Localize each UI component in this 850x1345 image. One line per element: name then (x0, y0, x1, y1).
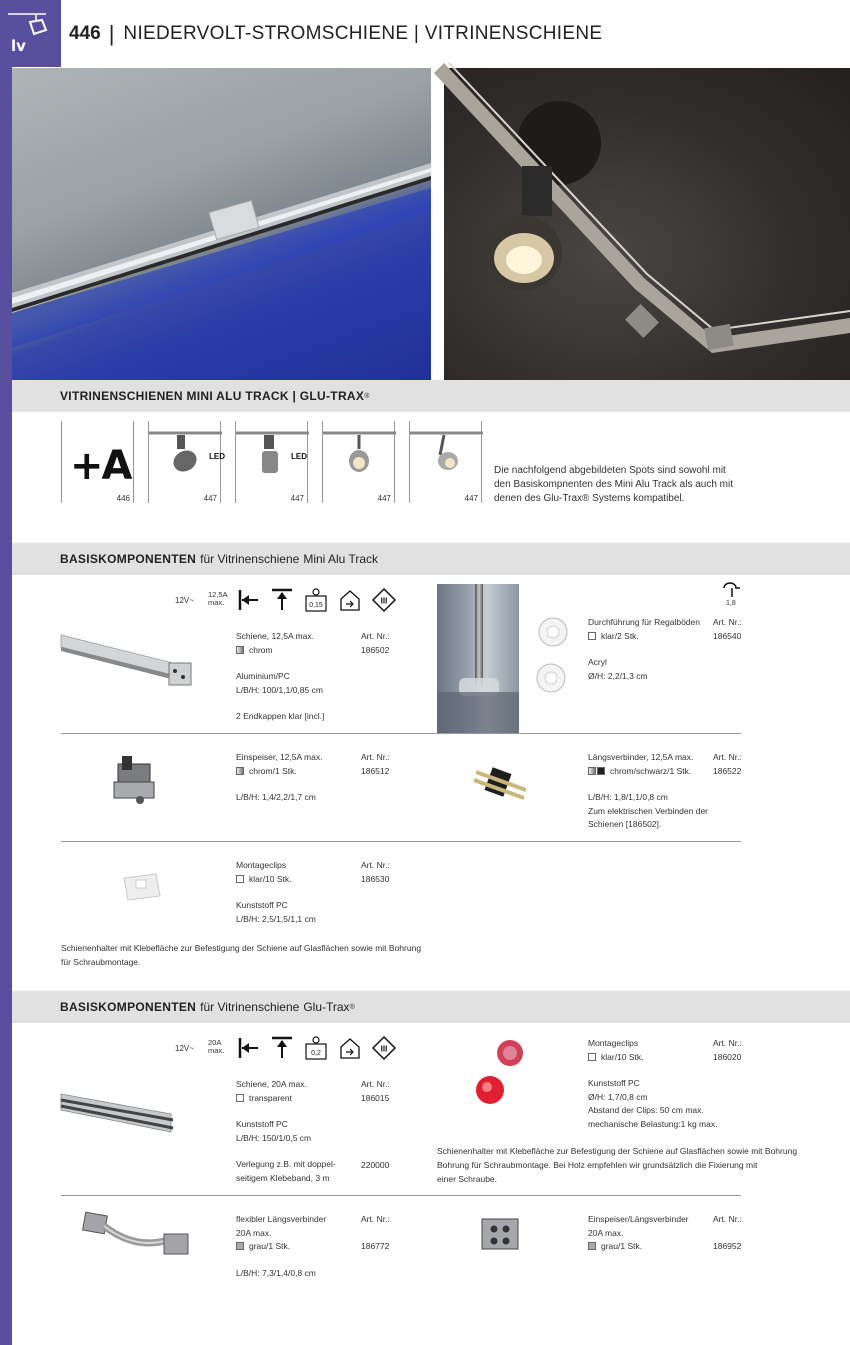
sidebar-stripe (0, 0, 12, 1345)
grey-swatch (236, 1242, 244, 1250)
end-feed-icon (236, 1036, 260, 1060)
connector-spec (588, 751, 718, 832)
clear-swatch (588, 632, 596, 640)
product-name: flexibler Längsverbinder (236, 1214, 327, 1224)
glu-rail-artnr (361, 1078, 390, 1105)
photo-mini-alu-track (12, 68, 431, 380)
artnr-value: 186530 (361, 873, 390, 884)
product-note: Zum elektrischen Verbinden der (588, 805, 709, 816)
svg-text:III: III (380, 1044, 388, 1054)
section2-title-thin: für Vitrinenschiene (200, 552, 300, 566)
page-number: 446 (69, 22, 101, 44)
registered-mark: ® (349, 1003, 355, 1011)
feed-in-artnr (361, 751, 390, 778)
product-color: klar/2 Stk. (601, 630, 639, 641)
product-name: Durchführung für Regalböden (588, 617, 700, 627)
amperage-label (208, 591, 228, 607)
product-name: Montageclips (236, 860, 287, 870)
product-color: grau/1 Stk. (249, 1241, 291, 1251)
divider (61, 841, 741, 842)
registered-mark: ® (364, 392, 370, 400)
thumb-page: 447 (203, 494, 217, 503)
amperage-unit: max. (208, 598, 225, 607)
artnr-label: Art. Nr.: (713, 1214, 742, 1224)
product-note: Abstand der Clips: 50 cm max. (588, 1105, 704, 1115)
product-extra: 2 Endkappen klar [incl.] (236, 711, 325, 721)
product-dims: Ø/H: 1,7/0,8 cm (588, 1091, 648, 1102)
feedthrough-spec (588, 616, 718, 683)
indoor-use-icon (338, 588, 362, 612)
header-separator: | (108, 20, 115, 46)
intro-line: denen des Glu-Trax® Systems kompatibel. (494, 493, 685, 504)
product-material: Aluminium/PC (236, 671, 290, 681)
thumb-page: 447 (377, 494, 391, 503)
glu-clip-artnr (713, 1037, 742, 1064)
shelf-thickness-value: 1,8 (726, 600, 736, 607)
glu-clip-note (437, 1144, 798, 1186)
protection-class-3-icon (372, 588, 396, 612)
artnr-value: 186522 (713, 765, 742, 776)
svg-text:0,15: 0,15 (309, 602, 323, 609)
section3-title-end: Glu-Trax (303, 1000, 350, 1014)
product-name: Längsverbinder, 12,5A max. (588, 752, 694, 762)
feed-in-product-image (110, 752, 160, 812)
intro-line: den Basiskompnenten des Mini Alu Track als auch mit (494, 479, 734, 490)
artnr-value: 186952 (713, 1241, 742, 1251)
thumb-accessories[interactable] (61, 421, 134, 503)
ceiling-mount-icon (270, 1036, 294, 1060)
section1-title: VITRINENSCHIENEN MINI ALU TRACK | GLU-TRAX (60, 389, 365, 403)
end-feed-icon (236, 588, 260, 612)
flex-connector-artnr (361, 1213, 390, 1254)
thumb-page: 446 (116, 494, 130, 503)
product-material: Kunststoff PC (588, 1078, 640, 1088)
artnr-label: Art. Nr.: (361, 631, 390, 641)
product-dims: L/B/H: 100/1,1/0,85 cm (236, 684, 323, 695)
product-name: Einspeiser/Längsverbinder (588, 1214, 689, 1224)
intro-line: Die nachfolgend abgebildeten Spots sind sowohl mit (494, 465, 726, 476)
thumb-page: 447 (290, 494, 304, 503)
product-note: Schienen [186502]. (588, 819, 662, 829)
connector-artnr (713, 751, 742, 778)
clear-swatch (236, 875, 244, 883)
product-dims: L/B/H: 150/1/0,5 cm (236, 1132, 312, 1143)
note-line: Schienenhalter mit Klebefläche zur Befestigung der Schiene auf Glasflächen sowie mit Bohrung (61, 943, 422, 953)
product-color: klar/10 Stk. (249, 873, 292, 884)
protection-class-3-icon (372, 1036, 396, 1060)
section-title-glu-trax (12, 991, 850, 1023)
grey-swatch (588, 1242, 596, 1250)
artnr-value: 186540 (713, 630, 742, 641)
artnr-value: 186502 (361, 644, 390, 655)
product-rating: 20A max. (236, 1227, 272, 1238)
product-extra: Verlegung z.B. mit doppel- (236, 1159, 336, 1169)
divider (61, 1195, 741, 1196)
weight-icon (304, 1035, 328, 1061)
artnr-label: Art. Nr.: (361, 1079, 390, 1089)
amperage-unit: max. (208, 1046, 225, 1055)
product-color: chrom/1 Stk. (249, 765, 297, 776)
svg-text:0,2: 0,2 (311, 1050, 321, 1057)
note-line: für Schraubmontage. (61, 957, 141, 967)
ceiling-mount-icon (270, 588, 294, 612)
product-dims: L/B/H: 1,8/1,1/0,8 cm (588, 792, 668, 802)
section3-title-bold: BASISKOMPONENTEN (60, 1000, 197, 1014)
product-material: Kunststoff PC (236, 900, 288, 910)
product-color: transparent (249, 1092, 292, 1103)
product-material: Kunststoff PC (236, 1119, 288, 1129)
product-name: Schiene, 20A max. (236, 1079, 307, 1089)
spot-lamp-icon (323, 421, 396, 481)
artnr-label: Art. Nr.: (713, 617, 742, 627)
plus-a-label: +A (70, 443, 131, 489)
intro-text (494, 464, 744, 506)
product-dims: L/B/H: 1,4/2,2/1,7 cm (236, 792, 316, 802)
note-line: Schienenhalter mit Klebefläche zur Befestigung der Schiene auf Glasflächen sowie mit Bohrung (437, 1146, 798, 1156)
shelf-feedthrough-photo (437, 584, 519, 733)
artnr-value: 186020 (713, 1051, 742, 1062)
spot-lamp-icon (149, 421, 225, 481)
chrome-swatch (588, 767, 596, 775)
spot-lamp-icon (410, 421, 483, 481)
artnr-label: Art. Nr.: (713, 1038, 742, 1048)
thumb-spot-2[interactable] (235, 421, 308, 503)
note-line: einer Schraube. (437, 1174, 498, 1184)
product-name: Einspeiser, 12,5A max. (236, 752, 323, 762)
clear-swatch (236, 1094, 244, 1102)
product-extra: seitigem Klebeband, 3 m (236, 1172, 330, 1183)
artnr-label: Art. Nr.: (361, 1214, 390, 1224)
product-name: Schiene, 12,5A max. (236, 631, 314, 641)
chrome-swatch (236, 646, 244, 654)
chrome-swatch (236, 767, 244, 775)
product-dims: L/B/H: 2,5/1,5/1,1 cm (236, 913, 316, 924)
product-color: chrom (249, 644, 273, 655)
shelf-thickness-icon (720, 582, 742, 598)
svg-text:LED: LED (291, 452, 307, 461)
black-swatch (597, 767, 605, 775)
tape-artnr: 220000 (361, 1160, 390, 1170)
section2-title-bold: BASISKOMPONENTEN (60, 552, 197, 566)
product-name: Montageclips (588, 1038, 639, 1048)
indoor-use-icon (338, 1036, 362, 1060)
amperage-value: 20A (208, 1038, 222, 1047)
product-rating: 20A max. (588, 1227, 624, 1238)
weight-icon (304, 587, 328, 613)
voltage-label: 12V~ (175, 1044, 194, 1053)
spec-icons (236, 1035, 396, 1061)
mounting-clip-image (118, 870, 164, 906)
glu-trax-clip-image (470, 1035, 530, 1115)
feedthrough-artnr (713, 616, 742, 643)
artnr-value: 186772 (361, 1241, 390, 1251)
thumb-spot-3[interactable] (322, 421, 395, 503)
amperage-value: 12,5A (208, 590, 228, 599)
section2-title-end: Mini Alu Track (303, 552, 379, 566)
divider (61, 733, 741, 734)
artnr-label: Art. Nr.: (361, 860, 390, 870)
spec-icons (236, 587, 396, 613)
product-color: grau/1 Stk. (601, 1241, 643, 1251)
product-dims: L/B/H: 7,3/1,4/0,8 cm (236, 1267, 316, 1278)
svg-text:LED: LED (209, 452, 225, 461)
clip-note (61, 941, 461, 969)
feed-connector-spec (588, 1213, 718, 1254)
product-color: klar/10 Stk. (601, 1051, 644, 1062)
logo-label: lv (11, 37, 26, 55)
artnr-label: Art. Nr.: (361, 752, 390, 762)
spot-lamp-icon (236, 421, 309, 481)
glu-clip-spec (588, 1037, 718, 1131)
product-color: chrom/schwarz/1 Stk. (610, 765, 692, 776)
feed-connector-image (476, 1213, 526, 1259)
artnr-value: 186512 (361, 765, 390, 776)
clip-artnr (361, 859, 390, 886)
thumb-spot-4[interactable] (409, 421, 482, 503)
rail-artnr (361, 630, 390, 657)
category-logo (0, 0, 61, 67)
thumb-page: 447 (464, 494, 478, 503)
amperage-label (208, 1039, 224, 1055)
voltage-label: 12V~ (175, 596, 194, 605)
feedthrough-rings-image (533, 610, 573, 700)
section3-title-thin: für Vitrinenschiene (200, 1000, 300, 1014)
connector-product-image (474, 760, 530, 806)
rail-product-image (61, 625, 196, 695)
note-line: Bohrung für Schraubmontage. Bei Holz empfehlen wir grundsätzlich die Fixierung mit (437, 1160, 758, 1170)
svg-text:III: III (380, 596, 388, 606)
product-dims: Ø/H: 2,2/1,3 cm (588, 670, 648, 681)
artnr-value: 186015 (361, 1092, 390, 1103)
feed-connector-artnr (713, 1213, 742, 1254)
product-note: mechanische Belastung:1 kg max. (588, 1118, 718, 1129)
page-title: NIEDERVOLT-STROMSCHIENE | VITRINENSCHIENE (123, 22, 603, 44)
artnr-label: Art. Nr.: (713, 752, 742, 762)
photo-glu-trax-spot (444, 68, 850, 380)
thumb-spot-1[interactable] (148, 421, 225, 503)
clear-swatch (588, 1053, 596, 1061)
product-material: Acryl (588, 657, 607, 667)
glu-trax-rail-image (61, 1086, 181, 1146)
section-title-mini-alu-track (12, 543, 850, 575)
section-title-vitrinenschienen (12, 380, 850, 412)
track-light-icon (6, 8, 50, 38)
flex-connector-image (80, 1210, 195, 1265)
page-header (61, 0, 850, 67)
